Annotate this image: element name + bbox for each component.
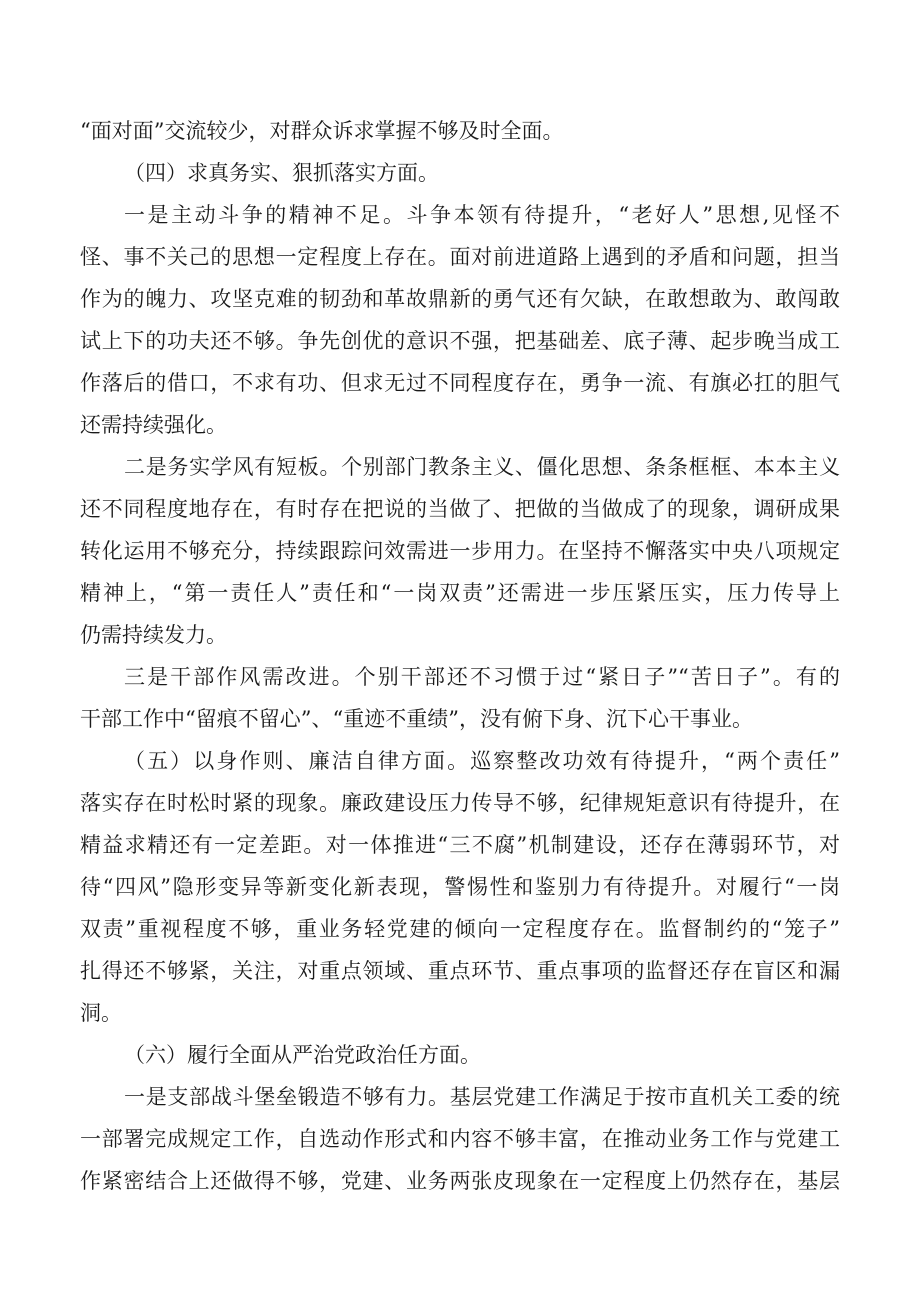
paragraph-line: 一是主动斗争的精神不足。斗争本领有待提升，“老好人”思想,见怪不 bbox=[124, 203, 840, 227]
paragraph-line: 洞。 bbox=[80, 1001, 122, 1025]
paragraph-line: 作落后的借口，不求有功、但求无过不同程度存在，勇争一流、有旗必扛的胆气 bbox=[80, 371, 840, 395]
section-heading: （五）以身作则、廉洁自律方面。巡察整改功效有待提升，“两个责任” bbox=[124, 749, 840, 773]
paragraph-line: 作紧密结合上还做得不够，党建、业务两张皮现象在一定程度上仍然存在，基层 bbox=[80, 1169, 840, 1193]
paragraph-line: 精益求精还有一定差距。对一体推进“三不腐”机制建设，还存在薄弱环节，对 bbox=[80, 833, 840, 857]
section-heading: （四）求真务实、狠抓落实方面。 bbox=[124, 161, 439, 185]
paragraph-line: 一是支部战斗堡垒锻造不够有力。基层党建工作满足于按市直机关工委的统 bbox=[124, 1085, 840, 1109]
paragraph-line: 落实存在时松时紧的现象。廉政建设压力传导不够，纪律规矩意识有待提升，在 bbox=[80, 791, 840, 815]
paragraph-line: 还不同程度地存在，有时存在把说的当做了、把做的当做成了的现象，调研成果 bbox=[80, 497, 840, 521]
paragraph-line: “面对面”交流较少，对群众诉求掌握不够及时全面。 bbox=[80, 119, 564, 143]
paragraph-line: 三是干部作风需改进。个别干部还不习惯于过“紧日子”“苦日子”。有的 bbox=[124, 665, 840, 689]
paragraph-line: 精神上，“第一责任人”责任和“一岗双责”还需进一步压紧压实，压力传导上 bbox=[80, 581, 840, 605]
paragraph-line: 仍需持续发力。 bbox=[80, 623, 227, 647]
paragraph-line: 怪、事不关己的思想一定程度上存在。面对前进道路上遇到的矛盾和问题，担当 bbox=[80, 245, 840, 269]
paragraph-line: 作为的魄力、攻坚克难的韧劲和革故鼎新的勇气还有欠缺，在敢想敢为、敢闯敢 bbox=[80, 287, 840, 311]
paragraph-line: 还需持续强化。 bbox=[80, 413, 227, 437]
section-heading: （六）履行全面从严治党政治任方面。 bbox=[124, 1043, 481, 1067]
paragraph-line: 二是务实学风有短板。个别部门教条主义、僵化思想、条条框框、本本主义 bbox=[124, 455, 840, 479]
paragraph-line: 待“四风”隐形变异等新变化新表现，警惕性和鉴别力有待提升。对履行“一岗 bbox=[80, 875, 840, 899]
paragraph-line: 试上下的功夫还不够。争先创优的意识不强，把基础差、底子薄、起步晚当成工 bbox=[80, 329, 840, 353]
paragraph-line: 双责”重视程度不够，重业务轻党建的倾向一定程度存在。监督制约的“笼子” bbox=[80, 917, 840, 941]
paragraph-line: 扎得还不够紧，关注，对重点领域、重点环节、重点事项的监督还存在盲区和漏 bbox=[80, 959, 840, 983]
paragraph-line: 干部工作中“留痕不留心”、“重迹不重绩”，没有俯下身、沉下心干事业。 bbox=[80, 707, 753, 731]
paragraph-line: 一部署完成规定工作，自选动作形式和内容不够丰富，在推动业务工作与党建工 bbox=[80, 1127, 840, 1151]
paragraph-line: 转化运用不够充分，持续跟踪问效需进一步用力。在坚持不懈落实中央八项规定 bbox=[80, 539, 840, 563]
